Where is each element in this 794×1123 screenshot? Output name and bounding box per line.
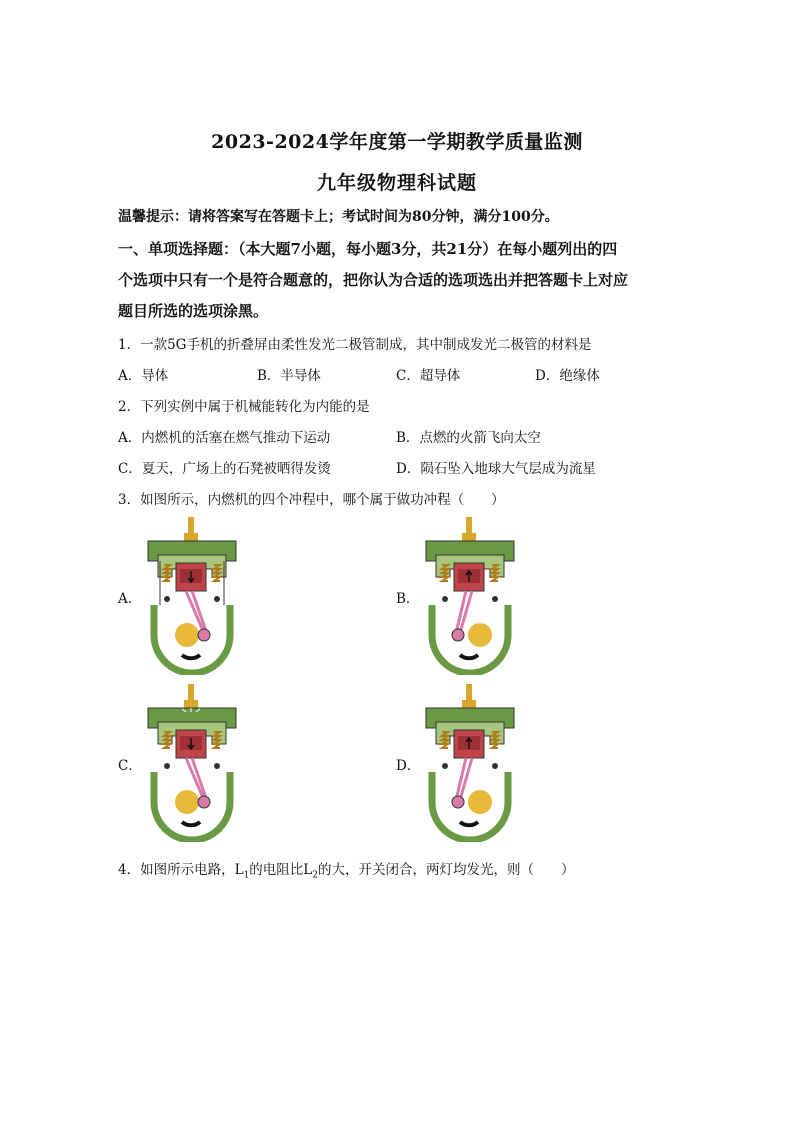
engine-diagram-d [420, 682, 520, 842]
q1-stem: 1．一款5G手机的折叠屏由柔性发光二极管制成，其中制成发光二极管的材料是 [118, 337, 592, 353]
q4-stem-part3: 的大，开关闭合，两灯均发光，则（ ） [318, 862, 575, 878]
engine-d-body [426, 684, 514, 840]
q4-stem-part1: 4．如图所示电路，L [118, 862, 244, 878]
q4-stem [118, 858, 575, 881]
q1-option-d: D．绝缘体 [535, 368, 600, 384]
q2-option-a: A．内燃机的活塞在燃气推动下运动 [118, 430, 331, 446]
tip-line: 温馨提示：请将答案写在答题卡上；考试时间为80分钟，满分100分。 [118, 209, 559, 225]
engine-diagram-b [420, 515, 520, 675]
engine-diagram-a [142, 515, 242, 675]
q1-option-c: C．超导体 [396, 368, 461, 384]
q1-option-b: B．半导体 [257, 368, 321, 384]
engine-c-body [148, 684, 236, 840]
q2-option-d: D．陨石坠入地球大气层成为流星 [396, 461, 596, 477]
section1-line2: 个选项中只有一个是符合题意的，把你认为合适的选项选出并把答题卡上对应 [118, 271, 629, 289]
q2-option-b: B．点燃的火箭飞向太空 [396, 430, 541, 446]
q3-label-d: D． [396, 758, 421, 774]
q3-label-c: C． [118, 758, 142, 774]
section1-line3: 题目所选的选项涂黑。 [118, 302, 269, 320]
exam-subtitle: 九年级物理科试题 [316, 172, 477, 194]
engine-a-body [148, 517, 236, 673]
q3-label-b: B． [396, 591, 420, 607]
q4-sub-2: 2 [312, 870, 318, 881]
section1-line1: 一、单项选择题：（本大题7小题，每小题3分，共21分）在每小题列出的四 [118, 240, 618, 258]
q2-option-c: C．夏天，广场上的石凳被晒得发烫 [118, 461, 331, 477]
exam-title: 2023-2024学年度第一学期教学质量监测 [211, 131, 583, 153]
engine-diagram-c [142, 682, 242, 842]
q4-sub-1: 1 [243, 870, 250, 881]
q3-label-a: A． [118, 591, 142, 607]
engine-b-body [426, 517, 514, 673]
q2-stem: 2．下列实例中属于机械能转化为内能的是 [118, 399, 370, 415]
q3-stem: 3．如图所示，内燃机的四个冲程中，哪个属于做功冲程（ ） [118, 492, 505, 508]
q1-option-a: A．导体 [118, 368, 169, 384]
q4-stem-part2: 的电阻比L [249, 862, 313, 878]
